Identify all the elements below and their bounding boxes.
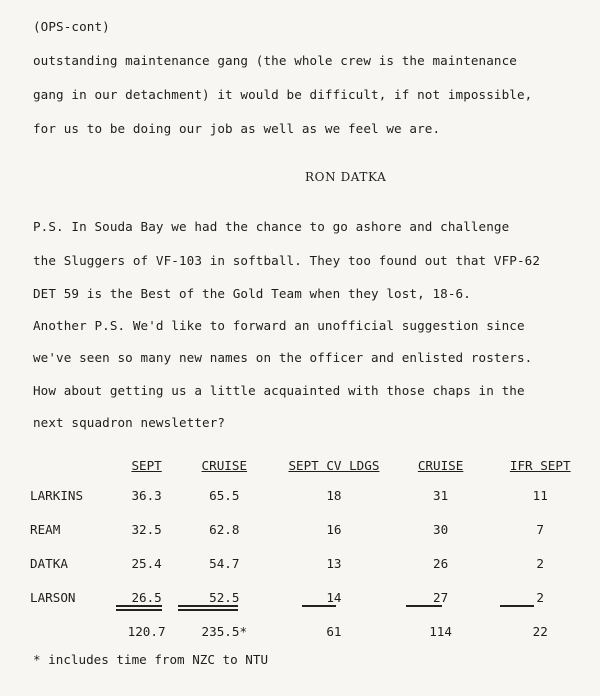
cell-cruise: 54.7 bbox=[209, 555, 240, 571]
header-cruise-ldgs: CRUISE bbox=[417, 457, 464, 473]
cell-name: REAM bbox=[30, 521, 61, 537]
cell-sept-cv-ldgs: 13 bbox=[326, 555, 342, 571]
cell-cruise: 62.8 bbox=[209, 521, 240, 537]
cell-sept: 32.5 bbox=[131, 521, 162, 537]
cell-cruise: 52.5 bbox=[209, 589, 240, 605]
cell-cruise: 65.5 bbox=[209, 487, 240, 503]
total-cruise: 235.5* bbox=[201, 623, 248, 639]
cell-ifr-sept: 11 bbox=[532, 487, 548, 503]
cell-cruise-ldgs: 30 bbox=[433, 521, 449, 537]
total-underline-cruise-ldgs bbox=[406, 605, 442, 607]
header-cruise: CRUISE bbox=[201, 457, 248, 473]
cell-sept: 36.3 bbox=[131, 487, 162, 503]
header-sept-cv-ldgs: SEPT CV LDGS bbox=[288, 457, 380, 473]
cell-name: LARSON bbox=[30, 589, 76, 605]
header-name bbox=[30, 452, 112, 478]
signature: RON DATKA bbox=[305, 170, 387, 184]
cell-cruise-ldgs: 27 bbox=[433, 589, 449, 605]
total-underline-cruise-2 bbox=[178, 609, 238, 611]
cell-cruise-ldgs: 26 bbox=[433, 555, 449, 571]
cell-name: LARKINS bbox=[30, 487, 84, 503]
table-row bbox=[30, 546, 600, 580]
cell-ifr-sept: 2 bbox=[536, 589, 545, 605]
table-row bbox=[30, 478, 600, 512]
table-header-row bbox=[30, 452, 600, 478]
table-row bbox=[30, 512, 600, 546]
total-sept-cv-ldgs: 61 bbox=[326, 623, 342, 639]
total-underline-cruise bbox=[178, 605, 238, 607]
paragraph2-line-1: P.S. In Souda Bay we had the chance to go ashore and challenge bbox=[33, 219, 510, 234]
total-underline-ifr bbox=[500, 605, 534, 607]
cell-sept: 25.4 bbox=[131, 555, 162, 571]
cell-sept-cv-ldgs: 18 bbox=[326, 487, 342, 503]
total-underline-sept-2 bbox=[116, 609, 162, 611]
cell-cruise-ldgs: 31 bbox=[433, 487, 449, 503]
paragraph2-line-7: next squadron newsletter? bbox=[33, 415, 226, 430]
header-sept: SEPT bbox=[131, 457, 162, 473]
header-ifr-sept: IFR SEPT bbox=[509, 457, 571, 473]
cell-sept-cv-ldgs: 14 bbox=[326, 589, 342, 605]
paragraph1-line-1: outstanding maintenance gang (the whole crew is the maintenance bbox=[33, 53, 517, 68]
section-header: (OPS-cont) bbox=[33, 19, 110, 34]
paragraph2-line-6: How about getting us a little acquainted with those chaps in the bbox=[33, 383, 525, 398]
total-ifr-sept: 22 bbox=[532, 623, 548, 639]
total-underline-ldgs bbox=[302, 605, 336, 607]
total-sept: 120.7 bbox=[127, 623, 166, 639]
flight-hours-table bbox=[30, 452, 600, 648]
total-cruise-ldgs: 114 bbox=[429, 623, 452, 639]
cell-ifr-sept: 2 bbox=[536, 555, 545, 571]
totals-row bbox=[30, 614, 600, 648]
cell-ifr-sept: 7 bbox=[536, 521, 545, 537]
total-underline-sept bbox=[116, 605, 162, 607]
paragraph2-line-4: Another P.S. We'd like to forward an unofficial suggestion since bbox=[33, 318, 525, 333]
paragraph1-line-3: for us to be doing our job as well as we feel we are. bbox=[33, 121, 441, 136]
paragraph2-line-5: we've seen so many new names on the officer and enlisted rosters. bbox=[33, 350, 533, 365]
paragraph1-line-2: gang in our detachment) it would be difficult, if not impossible, bbox=[33, 87, 533, 102]
paragraph2-line-3: DET 59 is the Best of the Gold Team when they lost, 18-6. bbox=[33, 286, 471, 301]
cell-sept-cv-ldgs: 16 bbox=[326, 521, 342, 537]
cell-sept: 26.5 bbox=[131, 589, 162, 605]
total-name bbox=[30, 614, 112, 648]
paragraph2-line-2: the Sluggers of VF-103 in softball. They too found out that VFP-62 bbox=[33, 253, 541, 268]
cell-name: DATKA bbox=[30, 555, 68, 571]
footnote: * includes time from NZC to NTU bbox=[33, 652, 269, 667]
